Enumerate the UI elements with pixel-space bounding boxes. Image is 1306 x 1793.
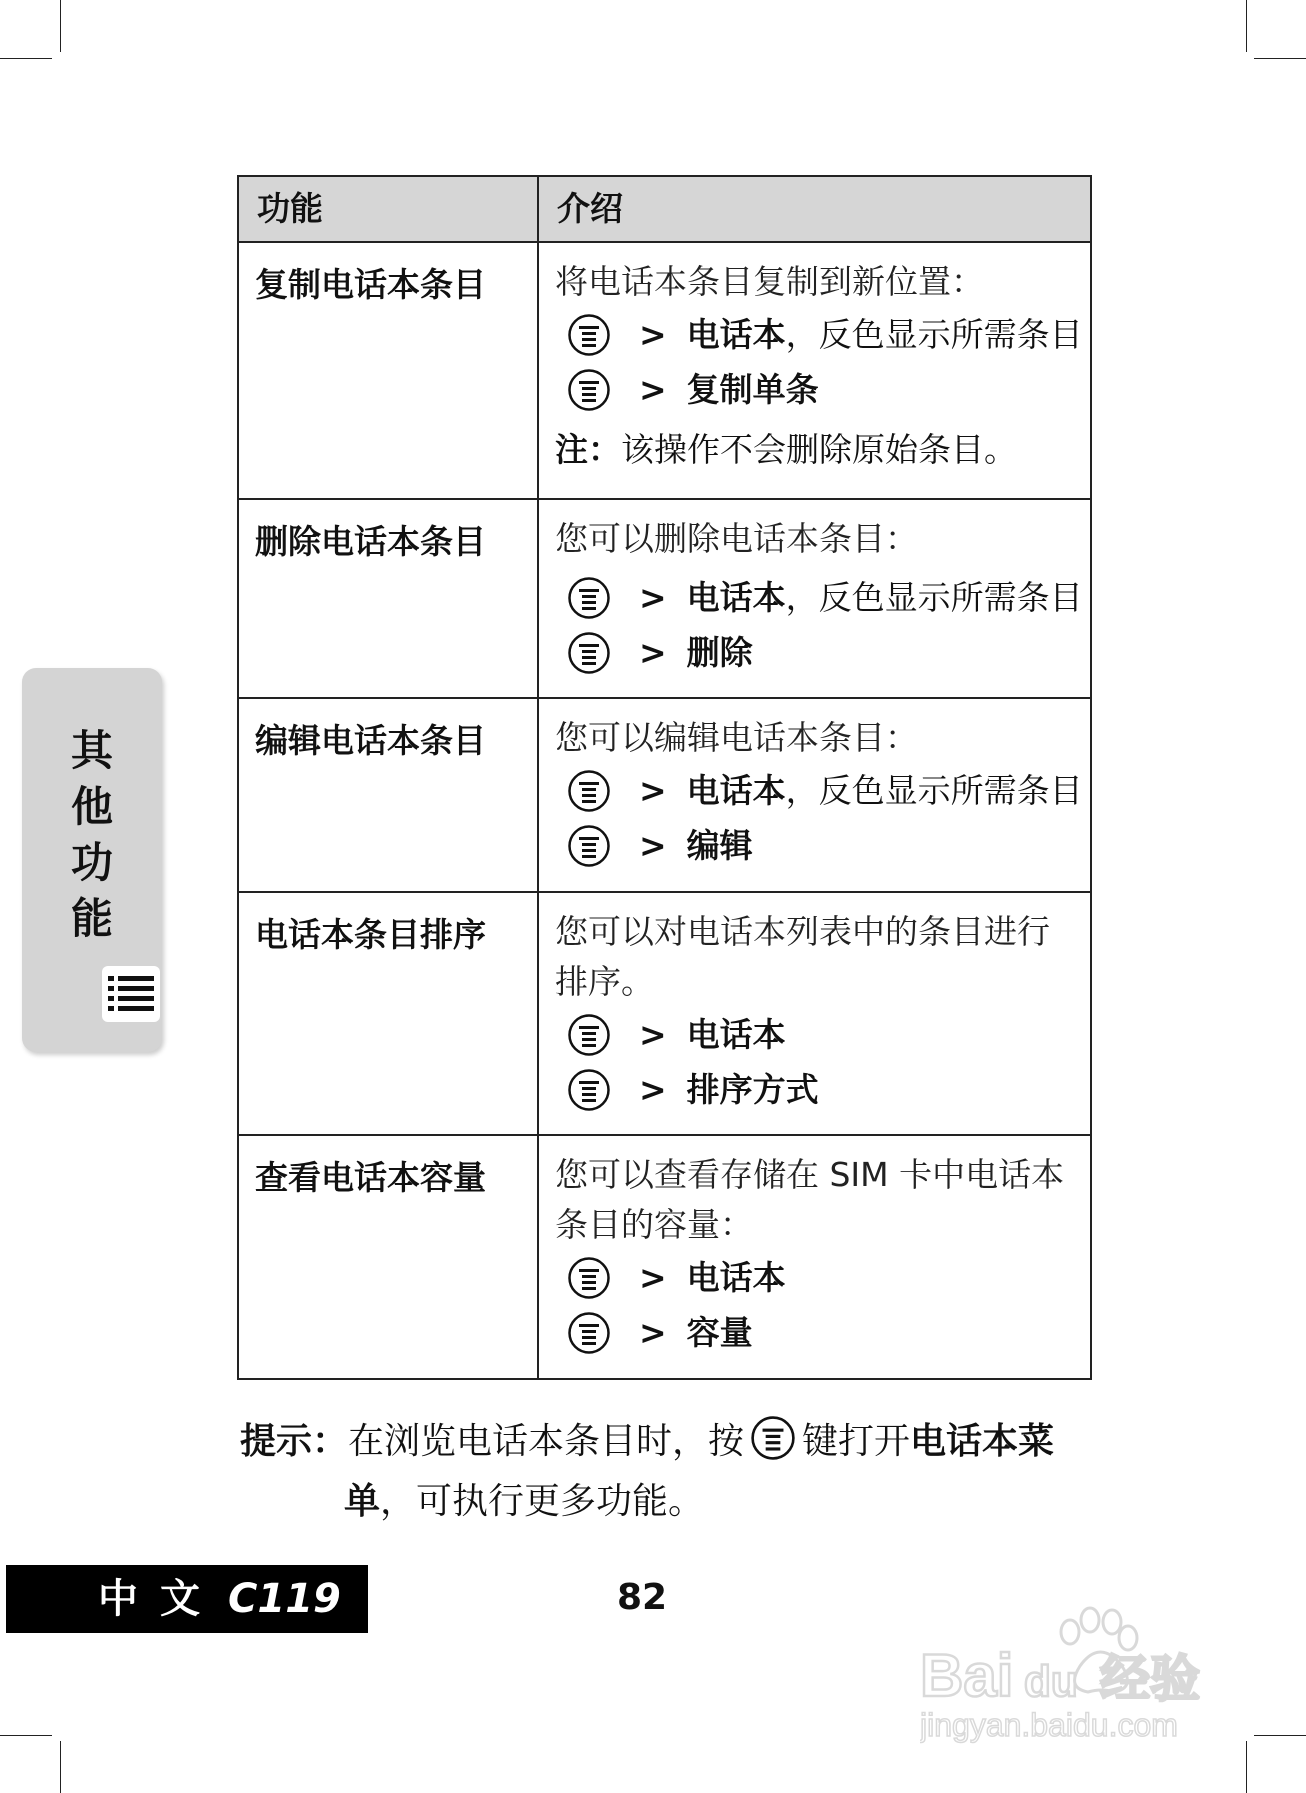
menu-option: 容量 [686, 1312, 753, 1352]
step-arrow: > [639, 1257, 667, 1297]
function-name: 电话本条目排序 [238, 892, 538, 1135]
menu-option: 排序方式 [686, 1069, 819, 1109]
menu-step [555, 1007, 1074, 1062]
table-row [238, 242, 1091, 499]
menu-option: 电话本 [686, 1014, 786, 1054]
tip-menu-name: 单 [344, 1481, 381, 1522]
side-tab-char: 功 [70, 838, 113, 887]
menu-key-icon [567, 631, 611, 675]
tip-label: 提示： [240, 1421, 349, 1462]
function-intro [538, 242, 1091, 499]
function-intro [538, 499, 1091, 698]
crop-mark [0, 1735, 52, 1736]
intro-text: 您可以删除电话本条目： [555, 519, 918, 558]
step-arrow: > [639, 314, 667, 354]
menu-key-icon [567, 1311, 611, 1355]
footer-language-bar [6, 1565, 368, 1633]
menu-step [555, 625, 1074, 680]
crop-mark [60, 1741, 61, 1793]
tip-paragraph [240, 1412, 1100, 1532]
step-arrow: > [639, 577, 667, 617]
phonebook-function-table [237, 175, 1092, 1380]
table-row [238, 499, 1091, 698]
svg-text:jingyan.baidu.com: jingyan.baidu.com [920, 1707, 1178, 1743]
menu-option: 电话本 [686, 577, 786, 617]
menu-step [555, 362, 1074, 417]
table-header-row [238, 176, 1091, 242]
svg-text:经验: 经验 [1100, 1650, 1200, 1708]
menu-step [555, 307, 1083, 362]
tip-text: ，可执行更多功能。 [380, 1481, 705, 1522]
menu-option: 电话本 [686, 1257, 786, 1297]
table-row [238, 698, 1091, 892]
menu-key-icon [567, 1256, 611, 1300]
menu-key-icon [567, 368, 611, 412]
menu-list-icon [102, 966, 160, 1022]
svg-text:du: du [1024, 1657, 1078, 1706]
menu-option: 编辑 [686, 825, 753, 865]
step-arrow: > [639, 1014, 667, 1054]
menu-step [555, 570, 1083, 625]
column-header-intro: 介绍 [538, 176, 1091, 242]
note [555, 425, 1074, 475]
step-text: ，反色显示所需条目 [785, 770, 1083, 810]
crop-mark [1254, 58, 1306, 59]
note-label: 注： [555, 430, 621, 469]
intro-text-line: 您可以对电话本列表中的条目进行 [555, 912, 1050, 951]
function-name: 复制电话本条目 [238, 242, 538, 499]
side-tab-char: 他 [70, 782, 113, 831]
function-intro [538, 698, 1091, 892]
menu-step [555, 1305, 1074, 1360]
menu-option: 复制单条 [686, 369, 819, 409]
baidu-jingyan-watermark-logo [920, 1596, 1240, 1746]
function-intro [538, 1135, 1091, 1379]
intro-text-line: 条目的容量： [555, 1205, 753, 1244]
menu-step [555, 1062, 1074, 1117]
crop-mark [0, 58, 52, 59]
step-text: ，反色显示所需条目 [785, 314, 1083, 354]
menu-step [555, 818, 1074, 873]
step-arrow: > [639, 369, 667, 409]
step-arrow: > [639, 1069, 667, 1109]
crop-mark [1246, 1741, 1247, 1793]
step-arrow: > [639, 825, 667, 865]
function-intro [538, 892, 1091, 1135]
menu-key-icon [567, 1068, 611, 1112]
crop-mark [1246, 0, 1247, 52]
tip-text: 在浏览电话本条目时，按 [348, 1421, 745, 1462]
menu-key-icon [567, 824, 611, 868]
intro-text-line: 排序。 [555, 962, 654, 1001]
step-text: ，反色显示所需条目 [785, 577, 1083, 617]
step-arrow: > [639, 1312, 667, 1352]
menu-key-icon [750, 1415, 796, 1461]
footer-model: C119 [228, 1576, 341, 1622]
menu-key-icon [567, 576, 611, 620]
menu-key-icon [567, 769, 611, 813]
step-arrow: > [639, 770, 667, 810]
menu-key-icon [567, 1013, 611, 1057]
menu-key-icon [567, 313, 611, 357]
menu-step [555, 763, 1083, 818]
column-header-function: 功能 [238, 176, 538, 242]
tip-menu-name: 电话本菜 [910, 1421, 1055, 1462]
page-number: 82 [616, 1577, 668, 1618]
menu-option: 电话本 [686, 314, 786, 354]
side-tab-char: 能 [70, 894, 113, 943]
menu-option: 删除 [686, 632, 753, 672]
table-row [238, 892, 1091, 1135]
footer-language: 中文 [98, 1576, 222, 1622]
intro-text: 您可以编辑电话本条目： [555, 718, 918, 757]
step-arrow: > [639, 632, 667, 672]
crop-mark [1254, 1735, 1306, 1736]
section-side-tab [22, 668, 162, 1052]
menu-option: 电话本 [686, 770, 786, 810]
function-name: 编辑电话本条目 [238, 698, 538, 892]
menu-step [555, 1250, 1074, 1305]
tip-text: 键打开 [802, 1421, 911, 1462]
function-name: 查看电话本容量 [238, 1135, 538, 1379]
function-name: 删除电话本条目 [238, 499, 538, 698]
tip-line [240, 1472, 1100, 1532]
tip-line [240, 1412, 1100, 1472]
svg-text:Bai: Bai [920, 1642, 1014, 1709]
intro-text: 将电话本条目复制到新位置： [555, 262, 984, 301]
crop-mark [60, 0, 61, 52]
intro-text-line: 您可以查看存储在 SIM 卡中电话本 [555, 1155, 1065, 1194]
side-tab-char: 其 [70, 726, 113, 775]
note-text: 该操作不会删除原始条目。 [621, 430, 1017, 469]
table-row [238, 1135, 1091, 1379]
